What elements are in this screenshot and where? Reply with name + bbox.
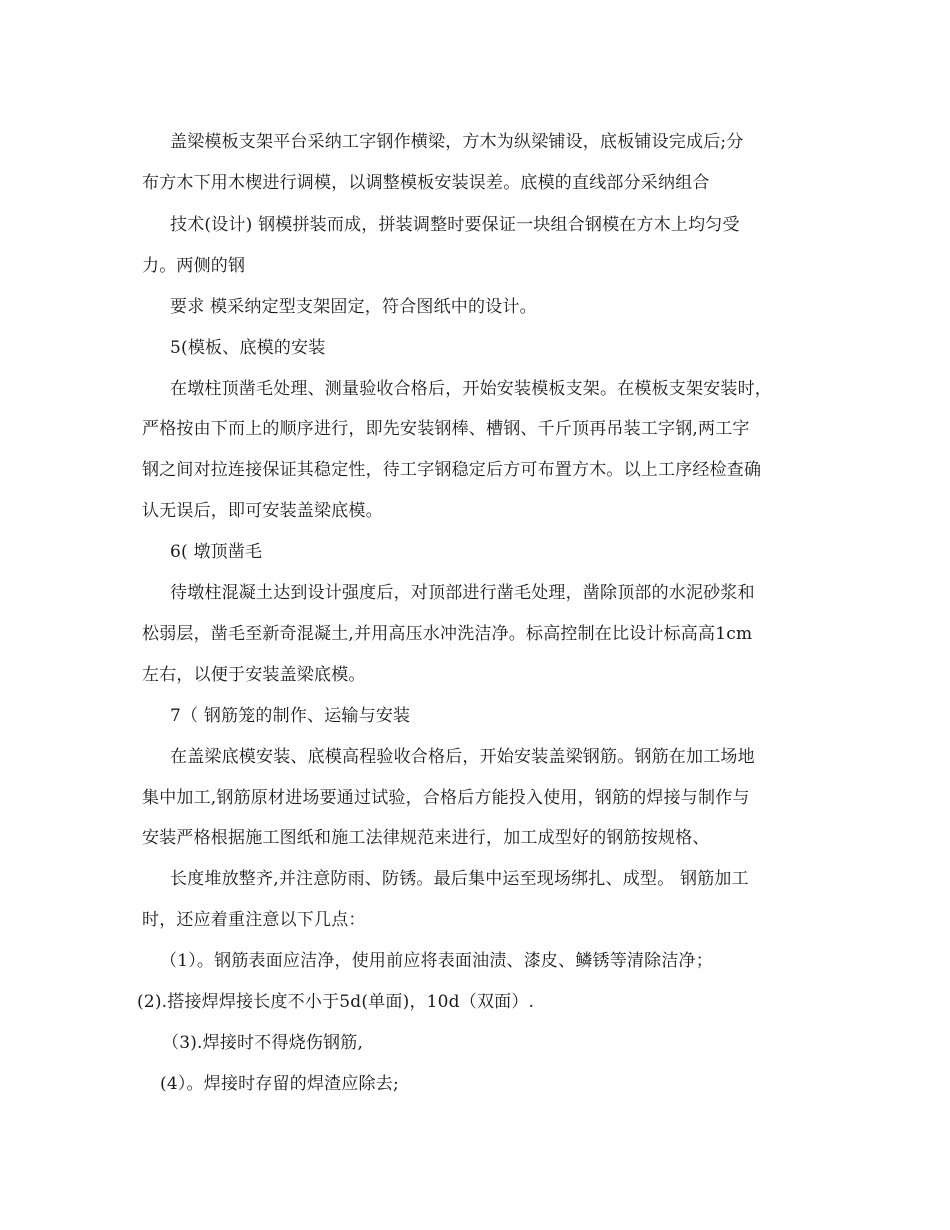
paragraph-line: 安装严格根据施工图纸和施工法律规范来进行，加工成型好的钢筋按规格、 <box>142 828 710 848</box>
paragraph-line: 技术(设计) 钢模拼装而成，拼装调整时要保证一块组合钢模在方木上均匀受 <box>170 215 740 235</box>
paragraph-line: 认无误后，即可安装盖梁底模。 <box>142 501 383 521</box>
paragraph-line: 松弱层，凿毛至新奇混凝土,并用高压水冲洗洁净。标高控制在比设计标高高1cm <box>142 624 753 644</box>
paragraph-line: 待墩柱混凝土达到设计强度后，对顶部进行凿毛处理，凿除顶部的水泥砂浆和 <box>170 583 755 603</box>
paragraph-line: 在墩柱顶凿毛处理、测量验收合格后，开始安装模板支架。在模板支架安装时， <box>170 379 772 399</box>
section-heading: 6( 墩顶凿毛 <box>170 542 263 562</box>
paragraph-line: 在盖梁底模安装、底模高程验收合格后，开始安装盖梁钢筋。钢筋在加工场地 <box>170 747 755 767</box>
paragraph-line: 左右，以便于安装盖梁底模。 <box>142 665 366 685</box>
paragraph-line: 要求 模采纳定型支架固定，符合图纸中的设计。 <box>170 297 537 317</box>
paragraph-line: 布方木下用木楔进行调模，以调整模板安装误差。底模的直线部分采纳组合 <box>142 173 710 193</box>
list-item: （3).焊接时不得烧伤钢筋, <box>162 1033 364 1053</box>
section-heading: 7（ 钢筋笼的制作、运输与安装 <box>170 706 411 726</box>
section-heading: 5(模板、底模的安装 <box>170 338 326 358</box>
list-item: (2).搭接焊焊接长度不小于5d(单面)，10d（双面）. <box>137 992 535 1012</box>
paragraph-line: 盖梁模板支架平台采纳工字钢作横梁，方木为纵梁铺设，底板铺设完成后;分 <box>170 132 744 152</box>
paragraph-line: 时，还应着重注意以下几点： <box>142 910 366 930</box>
list-item: (4）。焊接时存留的焊渣应除去; <box>160 1074 399 1094</box>
paragraph-line: 严格按由下而上的顺序进行，即先安装钢棒、槽钢、千斤顶再吊装工字钢,两工字 <box>142 419 750 439</box>
list-item: （1）。钢筋表面应洁净，使用前应将表面油渍、漆皮、鳞锈等清除洁净； <box>160 951 713 971</box>
paragraph-line: 长度堆放整齐,并注意防雨、防锈。最后集中运至现场绑扎、成型。 钢筋加工 <box>170 869 749 889</box>
paragraph-line: 集中加工,钢筋原材进场要通过试验，合格后方能投入使用，钢筋的焊接与制作与 <box>142 788 750 808</box>
paragraph-line: 力。两侧的钢 <box>142 256 246 276</box>
paragraph-line: 钢之间对拉连接保证其稳定性，待工字钢稳定后方可布置方木。以上工序经检查确 <box>142 460 762 480</box>
